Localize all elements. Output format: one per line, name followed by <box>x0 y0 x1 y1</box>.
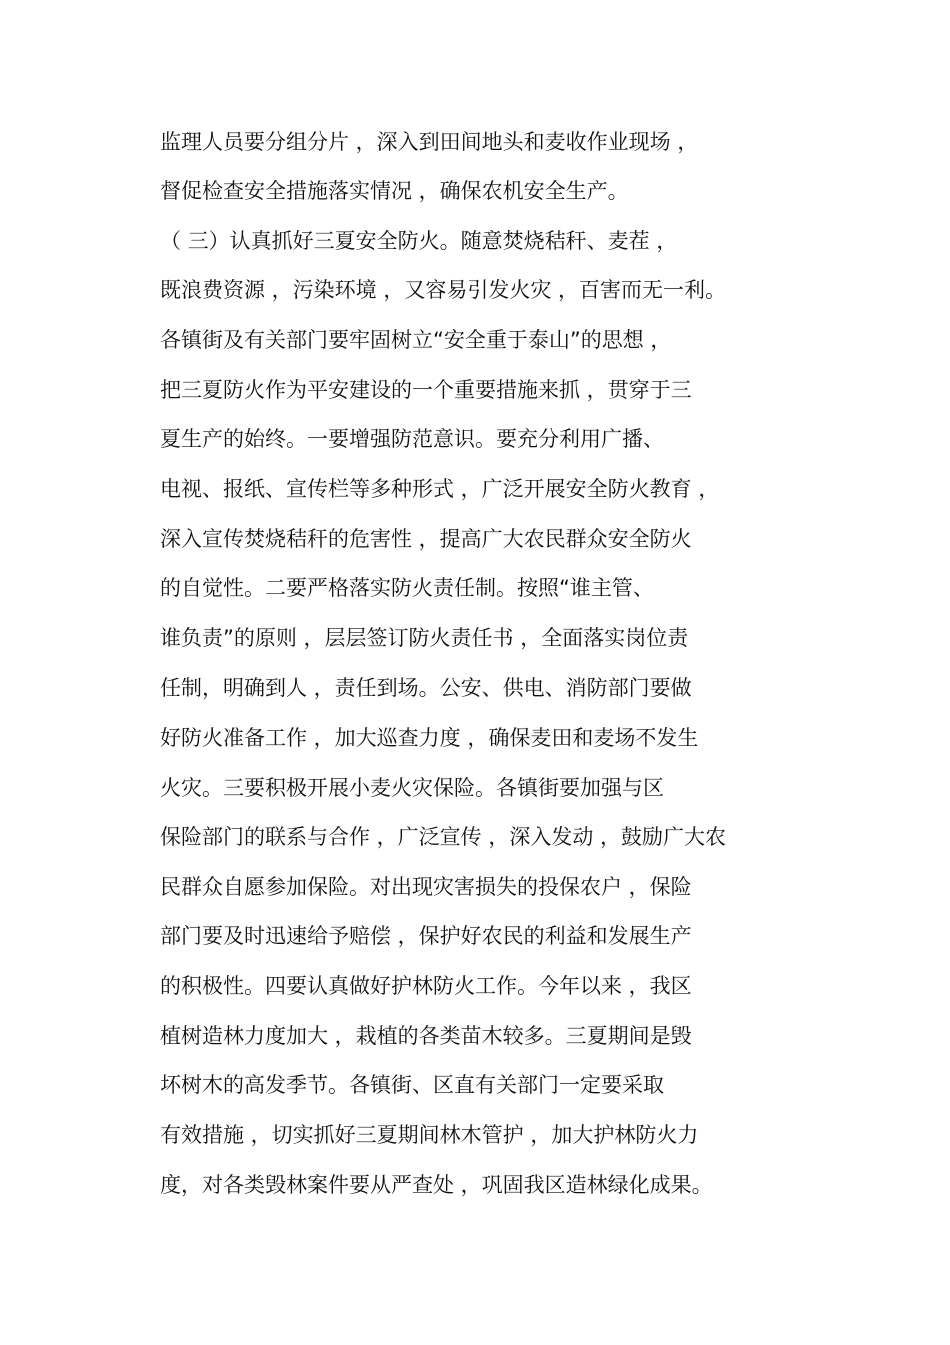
text-line: 部门要及时迅速给予赔偿 ，保护好农民的利益和发展生产 <box>160 924 692 948</box>
text-line: 有效措施 ，切实抓好三夏期间林木管护 ，加大护林防火力 <box>160 1123 699 1147</box>
text-line: 任制，明确到人 ，责任到场。公安、供电、消防部门要做 <box>160 676 692 700</box>
text-line: 火灾。三要积极开展小麦火灾保险。各镇街要加强与区 <box>160 776 664 800</box>
text-line: 把三夏防火作为平安建设的一个重要措施来抓 ，贯穿于三 <box>160 378 692 402</box>
text-line: 保险部门的联系与合作 ，广泛宣传 ，深入发动 ，鼓励广大农 <box>160 825 727 849</box>
text-line: 夏生产的始终。一要增强防范意识。要充分利用广播、 <box>160 427 664 451</box>
text-line: 度，对各类毁林案件要从严查处 ，巩固我区造林绿化成果。 <box>160 1173 713 1197</box>
text-line: 各镇街及有关部门要牢固树立“安全重于泰山”的思想 ， <box>160 328 672 352</box>
section-heading-line: （ 三）认真抓好三夏安全防火。随意焚烧秸秆、麦茬 ， <box>160 229 678 253</box>
text-line: 植树造林力度加大 ，栽植的各类苗木较多。三夏期间是毁 <box>160 1024 692 1048</box>
text-line: 既浪费资源 ，污染环境 ，又容易引发火灾 ，百害而无一利。 <box>160 278 727 302</box>
text-line: 督促检查安全措施落实情况 ，确保农机安全生产。 <box>160 179 629 203</box>
text-line: 民群众自愿参加保险。对出现灾害损失的投保农户 ，保险 <box>160 875 692 899</box>
text-line: 好防火准备工作 ，加大巡查力度 ，确保麦田和麦场不发生 <box>160 726 699 750</box>
text-line: 谁负责”的原则 ，层层签订防火责任书 ，全面落实岗位责 <box>160 626 689 650</box>
text-line: 坏树木的高发季节。各镇街、区直有关部门一定要采取 <box>160 1073 664 1097</box>
text-line: 监理人员要分组分片 ，深入到田间地头和麦收作业现场 ， <box>160 130 699 154</box>
text-line: 电视、报纸、宣传栏等多种形式 ，广泛开展安全防火教育 ， <box>160 477 720 501</box>
text-line: 的积极性。四要认真做好护林防火工作。今年以来 ，我区 <box>160 974 692 998</box>
text-line: 的自觉性。二要严格落实防火责任制。按照“谁主管、 <box>160 576 654 600</box>
text-line: 深入宣传焚烧秸秆的危害性 ，提高广大农民群众安全防火 <box>160 527 692 551</box>
